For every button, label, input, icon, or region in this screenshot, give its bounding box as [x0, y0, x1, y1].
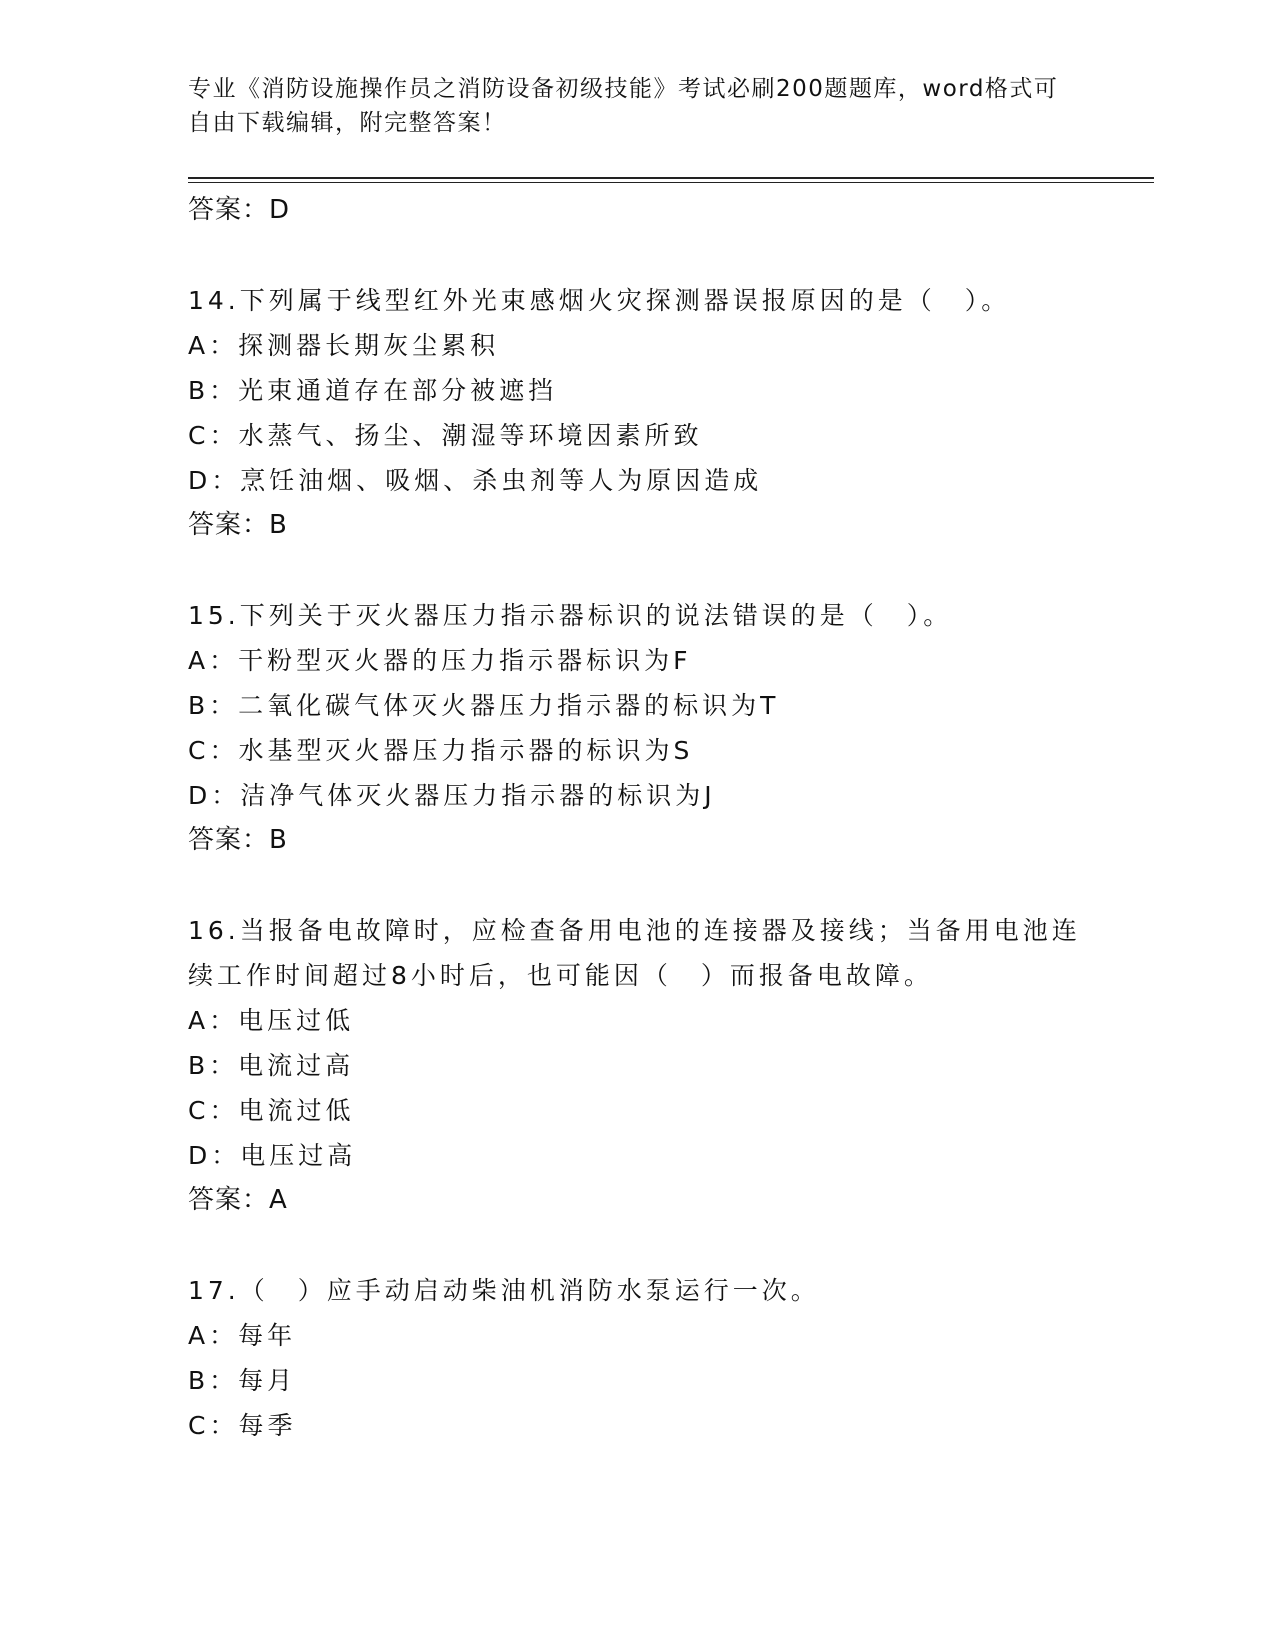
question-17 — [188, 1268, 1088, 1448]
header-line-2: 自由下载编辑，附完整答案！ — [188, 110, 507, 136]
previous-answer: 答案：D — [188, 195, 291, 225]
question-stem: 15.下列关于灭火器压力指示器标识的说法错误的是（ ）。 — [188, 601, 953, 630]
header-divider-thick — [188, 177, 1154, 179]
answer: 答案：B — [188, 510, 288, 540]
option-b: B：二氧化碳气体灭火器压力指示器的标识为T — [188, 691, 780, 720]
question-list — [188, 188, 1088, 1448]
option-b: B：电流过高 — [188, 1051, 355, 1080]
option-a: A：探测器长期灰尘累积 — [188, 331, 500, 360]
option-c: C：水基型灭火器压力指示器的标识为S — [188, 736, 694, 765]
option-c: C：电流过低 — [188, 1096, 355, 1125]
document-header — [188, 72, 1088, 140]
question-15 — [188, 593, 1088, 863]
answer: 答案：A — [188, 1185, 288, 1215]
question-stem-line-2: 续工作时间超过8小时后，也可能因（ ）而报备电故障。 — [188, 961, 933, 990]
spacer — [188, 1223, 1088, 1268]
answer: 答案：B — [188, 825, 288, 855]
option-a: A：每年 — [188, 1321, 297, 1350]
option-c: C：水蒸气、扬尘、潮湿等环境因素所致 — [188, 421, 703, 450]
question-16 — [188, 908, 1088, 1223]
option-d: D：电压过高 — [188, 1141, 357, 1170]
question-14 — [188, 278, 1088, 548]
header-divider-thin — [188, 182, 1154, 183]
header-line-1: 专业《消防设施操作员之消防设备初级技能》考试必刷200题题库，word格式可 — [188, 76, 1059, 102]
option-d: D：烹饪油烟、吸烟、杀虫剂等人为原因造成 — [188, 466, 763, 495]
option-b: B：光束通道存在部分被遮挡 — [188, 376, 558, 405]
option-a: A：干粉型灭火器的压力指示器标识为F — [188, 646, 692, 675]
question-stem: 17.（ ）应手动启动柴油机消防水泵运行一次。 — [188, 1276, 820, 1305]
question-stem-line-1: 16.当报备电故障时，应检查备用电池的连接器及接线；当备用电池连 — [188, 916, 1081, 945]
question-stem: 14.下列属于线型红外光束感烟火灾探测器误报原因的是（ ）。 — [188, 286, 1011, 315]
spacer — [188, 548, 1088, 593]
option-a: A：电压过低 — [188, 1006, 355, 1035]
spacer — [188, 863, 1088, 908]
option-c: C：每季 — [188, 1411, 297, 1440]
option-b: B：每月 — [188, 1366, 297, 1395]
spacer — [188, 233, 1088, 278]
option-d: D：洁净气体灭火器压力指示器的标识为J — [188, 781, 716, 810]
